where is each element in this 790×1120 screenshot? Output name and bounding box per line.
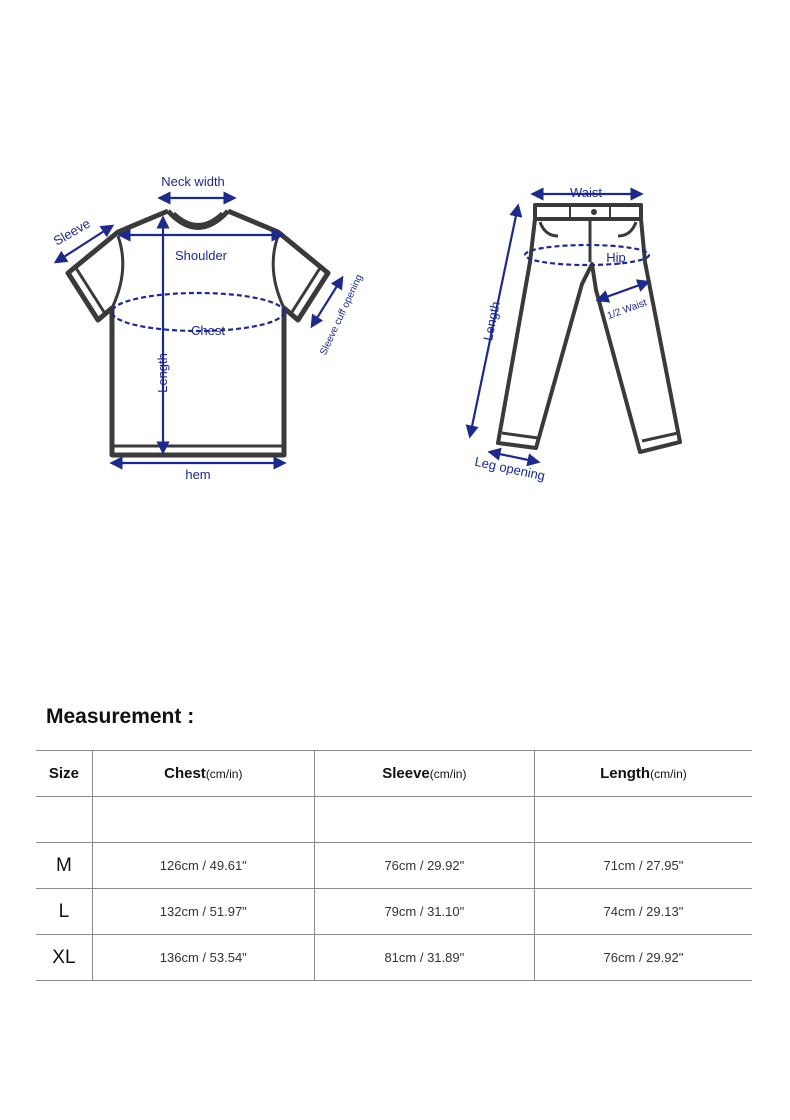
size-cell: XL [36,935,92,981]
measurement-title: Measurement : [46,705,195,728]
chest-cell: 132cm / 51.97" [92,889,314,935]
header-sleeve: Sleeve(cm/in) [314,751,534,797]
header-length: Length(cm/in) [534,751,752,797]
waist-label: Waist [569,185,603,200]
sleeve-cuff-label: Sleeve cuff opening [318,272,366,357]
neck-width-label: Neck width [161,174,225,189]
size-cell: L [36,889,92,935]
leg-opening-label: Leg opening [473,453,547,484]
chest-cell: 136cm / 53.54" [92,935,314,981]
sleeve-cell [314,797,534,843]
sleeve-label: Sleeve [50,215,93,249]
length-cell: 74cm / 29.13" [534,889,752,935]
chest-label: Chest [191,323,225,338]
hip-label: Hip [606,250,626,265]
sleeve-cell: 81cm / 31.89" [314,935,534,981]
sleeve-cell: 76cm / 29.92" [314,843,534,889]
length-cell: 71cm / 27.95" [534,843,752,889]
table-row [36,797,752,843]
sleeve-cell: 79cm / 31.10" [314,889,534,935]
hem-label: hem [185,467,211,482]
length-cell [534,797,752,843]
tshirt-length-label: Length [155,353,170,393]
pants-outline [498,205,680,452]
size-table [36,750,752,981]
shoulder-label: Shoulder [174,248,228,263]
button-icon [591,209,597,215]
chest-cell: 126cm / 49.61" [92,843,314,889]
size-cell [36,797,92,843]
table-row [36,889,752,935]
header-chest: Chest(cm/in) [92,751,314,797]
size-cell: M [36,843,92,889]
table-row [36,935,752,981]
half-waist-label: 1/2 Waist [605,297,649,322]
pants-length-label: Length [480,300,504,343]
table-header-row [36,751,752,797]
table-row [36,843,752,889]
chest-cell [92,797,314,843]
header-size: Size [36,751,92,797]
length-cell: 76cm / 29.92" [534,935,752,981]
